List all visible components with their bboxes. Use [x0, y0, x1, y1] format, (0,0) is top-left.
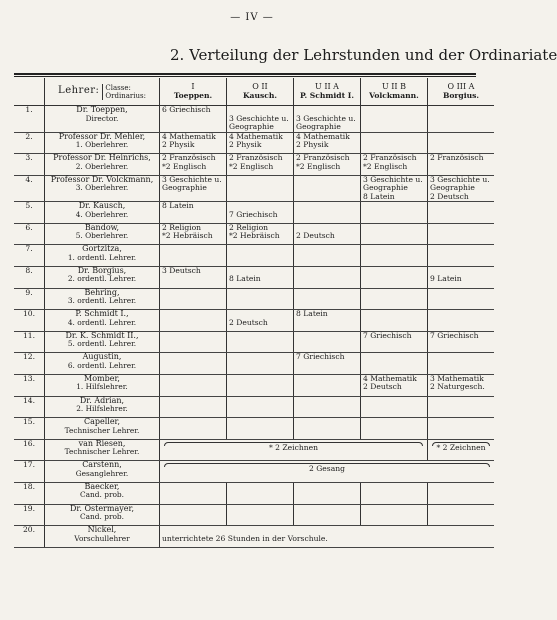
lesson-cell: [160, 245, 227, 267]
lesson-cell: [160, 418, 227, 440]
lesson-entry: *2 Englisch: [296, 161, 341, 171]
teacher-role: Technischer Lehrer.: [64, 425, 140, 435]
lesson-cell: [227, 353, 294, 375]
lesson-cell: [227, 482, 294, 504]
span-note-text: * 2 Zeichnen: [268, 442, 319, 452]
header-class-cell: [227, 78, 294, 106]
table-header-row: [14, 78, 494, 106]
row-number: 11.: [14, 331, 45, 353]
lesson-cell: [428, 245, 495, 267]
lesson-entry: 4 Mathematik: [296, 131, 350, 141]
table-row: [14, 310, 494, 332]
lesson-entry: 2 Französisch: [296, 153, 350, 163]
lesson-cell: [160, 132, 227, 154]
teacher-cell: [45, 202, 160, 224]
teacher-cell: [45, 245, 160, 267]
lesson-cell: [294, 266, 361, 288]
lesson-entry: 8 Latein: [296, 309, 328, 319]
lesson-entry: 2 Physik: [296, 140, 329, 149]
lesson-cell: [160, 374, 227, 396]
teacher-role: 3. ordentl. Lehrer.: [67, 296, 137, 306]
lesson-cell: [361, 175, 428, 202]
lesson-cell: [428, 223, 495, 245]
lesson-cell: [227, 266, 294, 288]
row-number: 12.: [14, 353, 45, 375]
lesson-cell: [294, 353, 361, 375]
lesson-entry: 3 Mathematik: [430, 373, 484, 383]
teacher-role: 1. Oberlehrer.: [75, 140, 129, 149]
class-ordinarius: Toeppen.: [173, 90, 213, 100]
lesson-entry: 2 Deutsch: [363, 382, 402, 392]
lesson-entry: 3 Geschichte u.: [430, 174, 490, 184]
table-row: [14, 266, 494, 288]
teacher-role: 5. Oberlehrer.: [75, 231, 129, 241]
teacher-role: 3. Oberlehrer.: [75, 183, 129, 193]
lesson-cell: [361, 353, 428, 375]
teacher-role: Cand. prob.: [79, 490, 125, 500]
lesson-cell: [428, 310, 495, 332]
lesson-cell: [361, 288, 428, 310]
class-code: O III A: [447, 82, 475, 91]
lesson-cell: [227, 245, 294, 267]
row-number: 18.: [14, 482, 45, 504]
teacher-role: 4. ordentl. Lehrer.: [67, 317, 137, 327]
lesson-entry: 2 Französisch: [162, 153, 216, 163]
lesson-cell: [160, 106, 227, 133]
teacher-name: Gortzitza,: [82, 244, 122, 254]
table-row: [14, 106, 494, 133]
span-note-text: unterrichtete 26 Stunden in der Vorschule.: [162, 534, 328, 544]
table-row: [14, 132, 494, 154]
lesson-entry: 3 Geschichte u.: [296, 113, 356, 123]
lesson-cell: [294, 310, 361, 332]
teacher-cell: [45, 374, 160, 396]
header-lehrer-label: Lehrer:: [58, 85, 100, 97]
lesson-cell: [361, 106, 428, 133]
teacher-name: Augustin,: [82, 352, 122, 362]
lesson-cell: [294, 132, 361, 154]
lesson-entry: 7 Griechisch: [430, 330, 479, 340]
lesson-cell: [294, 245, 361, 267]
lesson-cell: [160, 396, 227, 418]
header-lehrer-cell: [45, 78, 160, 106]
teacher-name: Professor Dr. Mehler,: [58, 131, 146, 141]
table-row: [14, 353, 494, 375]
lesson-cell: [428, 132, 495, 154]
lesson-cell: [428, 418, 495, 440]
lesson-entry: 2 Physik: [229, 140, 262, 149]
teacher-cell: [45, 154, 160, 176]
row-number: 9.: [14, 288, 45, 310]
table-row: [14, 418, 494, 440]
teacher-role: 2. ordentl. Lehrer.: [67, 274, 137, 284]
lesson-entry: *2 Englisch: [363, 161, 408, 171]
row-number: 10.: [14, 310, 45, 332]
lesson-cell: [227, 310, 294, 332]
lesson-cell: [227, 223, 294, 245]
lesson-cell: [361, 310, 428, 332]
span-brace: [432, 442, 490, 446]
table-row: [14, 526, 494, 548]
lesson-cell: [428, 266, 495, 288]
teacher-cell: [45, 106, 160, 133]
span-note-cell: [160, 439, 428, 461]
teacher-role: Gesanglehrer.: [75, 468, 129, 478]
lesson-entry: 2 Französisch: [363, 153, 417, 163]
row-number: 7.: [14, 245, 45, 267]
lesson-entry: 7 Griechisch: [229, 209, 278, 219]
row-number: 3.: [14, 154, 45, 176]
lesson-entry: 8 Latein: [229, 274, 261, 284]
lesson-entry: 3 Geschichte u.: [162, 174, 222, 184]
table-row: [14, 331, 494, 353]
lesson-cell: [294, 223, 361, 245]
teacher-name: Nickel,: [87, 525, 117, 535]
teacher-role: 1. Hilfslehrer.: [76, 382, 128, 392]
teacher-cell: [45, 266, 160, 288]
table-row: [14, 202, 494, 224]
teacher-role: 2. Oberlehrer.: [75, 161, 129, 171]
table-row: [14, 396, 494, 418]
table-row: [14, 504, 494, 526]
class-code: U II B: [381, 82, 407, 91]
teacher-cell: [45, 439, 160, 461]
lesson-entry: Geographie: [229, 122, 274, 131]
lesson-cell: [227, 132, 294, 154]
header-class-cell: [428, 78, 495, 106]
teacher-name: Momber,: [84, 373, 120, 383]
lesson-entry: Geographie: [430, 183, 475, 193]
teacher-role: 1. ordentl. Lehrer.: [67, 252, 137, 262]
teacher-name: Capeller,: [83, 417, 121, 427]
teacher-name: van Riesen,: [78, 438, 126, 448]
lesson-cell: [160, 175, 227, 202]
lesson-cell: [294, 504, 361, 526]
lesson-cell: [294, 396, 361, 418]
lesson-cell: [361, 374, 428, 396]
teacher-name: Dr. Borgius,: [77, 265, 127, 275]
header-classe-label: Classe:: [105, 83, 131, 92]
lesson-entry: 8 Latein: [162, 201, 194, 211]
lesson-cell: [428, 175, 495, 202]
lesson-cell: [160, 266, 227, 288]
teacher-name: Dr. Ostermayer,: [70, 503, 134, 513]
lesson-cell: [428, 288, 495, 310]
teacher-cell: [45, 175, 160, 202]
page-number: — IV —: [230, 12, 274, 23]
schedule-table: [14, 78, 494, 548]
lesson-entry: Geographie: [296, 122, 341, 131]
lesson-entry: *2 Hebräisch: [162, 231, 213, 241]
class-code: I: [191, 82, 195, 91]
lesson-cell: [294, 106, 361, 133]
row-number: 17.: [14, 461, 45, 483]
lesson-entry: Geographie: [363, 183, 408, 193]
lesson-cell: [428, 154, 495, 176]
table-row: [14, 374, 494, 396]
lesson-cell: [294, 418, 361, 440]
page-title: 2. Verteilung der Lehrstunden und der Ordinariate: [170, 46, 557, 64]
teacher-name: Professor Dr. Volckmann,: [50, 174, 154, 184]
header-class-cell: [160, 78, 227, 106]
lesson-cell: [428, 106, 495, 133]
teacher-role: 6. ordentl. Lehrer.: [67, 360, 137, 370]
table-row: [14, 288, 494, 310]
table-body: [14, 106, 494, 548]
span-note-text: 2 Gesang: [309, 464, 345, 474]
teacher-role: 2. Hilfslehrer.: [76, 404, 128, 414]
lesson-cell: [428, 396, 495, 418]
lesson-entry: 8 Latein: [363, 191, 395, 201]
title-rule-thin: [14, 76, 476, 77]
lesson-entry: 6 Griechisch: [162, 105, 211, 114]
teacher-name: Bandow,: [84, 222, 120, 232]
lesson-cell: [294, 331, 361, 353]
lesson-entry: 3 Geschichte u.: [229, 113, 289, 123]
lesson-entry: *2 Hebräisch: [229, 231, 280, 241]
lesson-entry: 4 Mathematik: [363, 373, 417, 383]
row-number: 1.: [14, 106, 45, 133]
class-code: U II A: [315, 82, 339, 91]
teacher-role: Technischer Lehrer.: [64, 447, 140, 457]
lesson-entry: 2 Religion: [162, 222, 202, 232]
teacher-cell: [45, 288, 160, 310]
table-row: [14, 482, 494, 504]
class-ordinarius: Kausch.: [242, 90, 278, 100]
lesson-cell: [160, 202, 227, 224]
lesson-cell: [294, 374, 361, 396]
header-ordinarius-label: Ordinarius:: [105, 91, 146, 100]
lesson-cell: [361, 504, 428, 526]
teacher-cell: [45, 223, 160, 245]
lesson-cell: [361, 482, 428, 504]
teacher-name: Professor Dr. Heinrichs,: [53, 153, 151, 163]
lesson-entry: 4 Mathematik: [229, 131, 283, 141]
row-number: 15.: [14, 418, 45, 440]
row-number: 13.: [14, 374, 45, 396]
table-row: [14, 245, 494, 267]
header-class-cell: [294, 78, 361, 106]
lesson-entry: 3 Geschichte u.: [363, 174, 423, 184]
teacher-cell: [45, 504, 160, 526]
lesson-cell: [428, 374, 495, 396]
lesson-cell: [160, 504, 227, 526]
table-row: [14, 439, 494, 461]
lesson-cell: [428, 202, 495, 224]
lesson-cell: [361, 396, 428, 418]
lesson-cell: [361, 132, 428, 154]
lesson-cell: [227, 418, 294, 440]
lesson-cell: [160, 482, 227, 504]
lesson-cell: [361, 245, 428, 267]
span-note-text: * 2 Zeichnen: [436, 442, 486, 452]
lesson-cell: [227, 396, 294, 418]
lesson-cell: [227, 288, 294, 310]
teacher-name: P. Schmidt I.,: [75, 309, 129, 319]
lesson-cell: [227, 106, 294, 133]
lesson-cell: [227, 331, 294, 353]
lesson-entry: 2 Deutsch: [296, 231, 335, 241]
header-num-cell: [14, 78, 45, 106]
row-number: 20.: [14, 526, 45, 548]
lesson-cell: [227, 374, 294, 396]
lesson-entry: 2 Naturgesch.: [430, 382, 485, 392]
teacher-name: Dr. Adrian,: [79, 395, 125, 405]
row-number: 8.: [14, 266, 45, 288]
class-ordinarius: P. Schmidt I.: [300, 90, 354, 100]
row-number: 16.: [14, 439, 45, 461]
lesson-entry: *2 Englisch: [229, 161, 274, 171]
lesson-cell: [428, 504, 495, 526]
teacher-role: Vorschullehrer: [74, 533, 130, 543]
lesson-cell: [160, 288, 227, 310]
table-row: [14, 154, 494, 176]
teacher-cell: [45, 132, 160, 154]
lesson-cell: [294, 482, 361, 504]
lesson-cell: [294, 288, 361, 310]
row-number: 2.: [14, 132, 45, 154]
lesson-cell: [428, 482, 495, 504]
lesson-entry: 7 Griechisch: [296, 352, 345, 362]
lesson-entry: 4 Mathematik: [162, 131, 216, 141]
row-number: 14.: [14, 396, 45, 418]
lesson-entry: 2 Deutsch: [229, 317, 268, 327]
lesson-entry: 3 Deutsch: [162, 265, 201, 275]
teacher-role: 5. ordentl. Lehrer.: [67, 339, 137, 349]
lesson-cell: [294, 154, 361, 176]
lesson-cell: [428, 331, 495, 353]
lesson-cell: [227, 154, 294, 176]
lesson-cell: [294, 202, 361, 224]
row-number: 5.: [14, 202, 45, 224]
lesson-cell: [160, 331, 227, 353]
teacher-cell: [45, 310, 160, 332]
lesson-cell: [160, 353, 227, 375]
teacher-cell: [45, 418, 160, 440]
row-number: 4.: [14, 175, 45, 202]
teacher-name: Dr. Toeppen,: [76, 105, 128, 114]
lesson-cell: [160, 223, 227, 245]
title-rule: [14, 73, 476, 75]
lesson-cell: [294, 175, 361, 202]
class-ordinarius: Volckmann.: [369, 90, 419, 100]
table-row: [14, 175, 494, 202]
lesson-cell: [361, 266, 428, 288]
lesson-entry: Geographie: [162, 183, 207, 193]
lesson-cell: [227, 504, 294, 526]
lesson-entry: 9 Latein: [430, 274, 462, 284]
lesson-cell: [361, 202, 428, 224]
lesson-entry: *2 Englisch: [162, 161, 207, 171]
lesson-cell: [361, 223, 428, 245]
teacher-role: Cand. prob.: [79, 512, 125, 521]
span-note-cell: [160, 526, 495, 548]
span-brace: [164, 463, 490, 467]
lesson-cell: [361, 418, 428, 440]
table-row: [14, 223, 494, 245]
header-class-cell: [361, 78, 428, 106]
teacher-name: Carstenn,: [82, 460, 122, 470]
class-ordinarius: Borgius.: [442, 90, 480, 100]
lesson-entry: 2 Französisch: [430, 153, 484, 163]
teacher-name: Dr. Kausch,: [78, 201, 126, 211]
lesson-cell: [160, 154, 227, 176]
lesson-entry: 2 Französisch: [229, 153, 283, 163]
lesson-entry: 2 Physik: [162, 140, 195, 149]
row-number: 6.: [14, 223, 45, 245]
lesson-entry: 7 Griechisch: [363, 330, 412, 340]
teacher-role: Director.: [85, 113, 119, 123]
row-number: 19.: [14, 504, 45, 526]
teacher-cell: [45, 331, 160, 353]
teacher-name: Dr. K. Schmidt II.,: [65, 330, 139, 340]
span-note-cell: [160, 461, 495, 483]
span-brace: [164, 442, 423, 446]
class-code: O II: [252, 82, 268, 91]
lesson-cell: [361, 331, 428, 353]
teacher-name: Behring,: [84, 287, 120, 297]
table-row: [14, 461, 494, 483]
span-note-cell: [428, 439, 495, 461]
teacher-cell: [45, 526, 160, 548]
teacher-role: 4. Oberlehrer.: [75, 209, 129, 219]
lesson-cell: [160, 310, 227, 332]
teacher-cell: [45, 353, 160, 375]
teacher-cell: [45, 461, 160, 483]
lesson-entry: 2 Deutsch: [430, 191, 469, 201]
teacher-cell: [45, 396, 160, 418]
teacher-cell: [45, 482, 160, 504]
lesson-cell: [428, 353, 495, 375]
teacher-name: Baecker,: [84, 481, 120, 491]
lesson-entry: 2 Religion: [229, 222, 269, 232]
lesson-cell: [227, 202, 294, 224]
lesson-cell: [227, 175, 294, 202]
lesson-cell: [361, 154, 428, 176]
